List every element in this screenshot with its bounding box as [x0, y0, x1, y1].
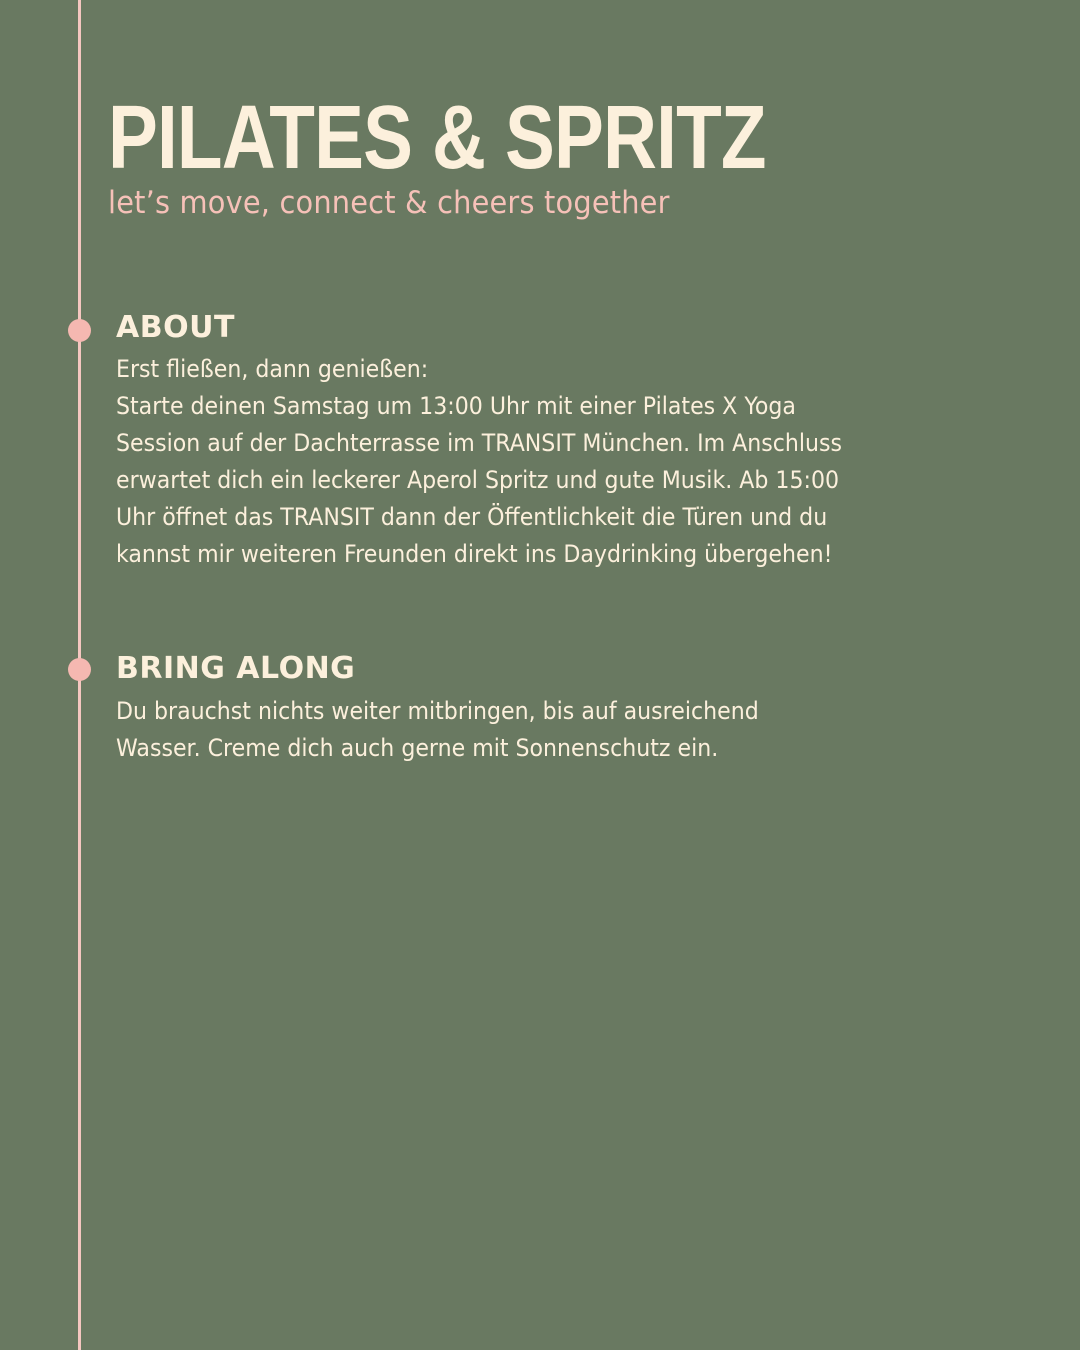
about-text-line: Starte deinen Samstag um 13:00 Uhr mit einer Pilates X Yoga — [116, 392, 796, 420]
timeline-dot-bring-along — [68, 658, 91, 681]
page-subtitle: let’s move, connect & cheers together — [108, 185, 670, 221]
about-text-line: Erst fließen, dann genießen: — [116, 355, 429, 383]
bring-along-heading: BRING ALONG — [116, 651, 356, 686]
about-text-line: Session auf der Dachterrasse im TRANSIT München. Im Anschluss — [116, 429, 843, 457]
bring-along-text — [116, 693, 981, 767]
timeline-dot-about — [68, 319, 91, 342]
about-text-line: Uhr öffnet das TRANSIT dann der Öffentlichkeit die Türen und du — [116, 503, 828, 531]
about-heading: ABOUT — [116, 310, 235, 345]
bring-along-text-line: Du brauchst nichts weiter mitbringen, bis auf ausreichend — [116, 697, 759, 725]
bring-along-text-line: Wasser. Creme dich auch gerne mit Sonnenschutz ein. — [116, 734, 719, 762]
page-title: PILATES & SPRITZ — [108, 88, 766, 188]
about-text-line: kannst mir weiteren Freunden direkt ins Daydrinking übergehen! — [116, 540, 833, 568]
about-text — [116, 351, 981, 573]
about-text-line: erwartet dich ein leckerer Aperol Spritz und gute Musik. Ab 15:00 — [116, 466, 840, 494]
